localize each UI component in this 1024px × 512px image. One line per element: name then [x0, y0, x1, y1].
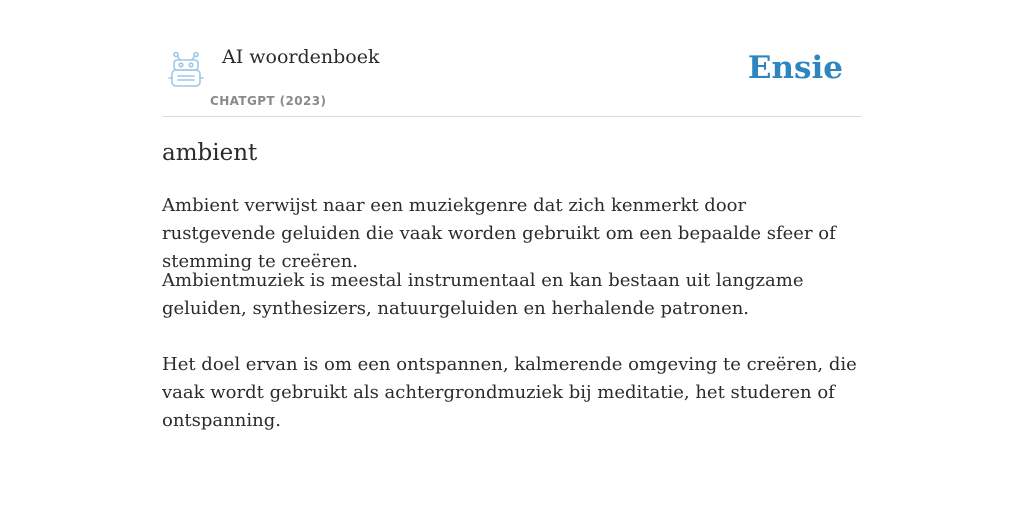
source-label: CHATGPT (2023) — [210, 94, 327, 108]
definition-paragraph-2: Ambientmuziek is meestal instrumentaal en kan bestaan uit langzame geluiden, synthesizers, natuurgeluiden en herhalende patronen. — [162, 270, 804, 319]
card-header — [162, 0, 862, 117]
ensie-logo[interactable]: Ensie — [747, 50, 843, 86]
headword: ambient — [162, 140, 258, 166]
dictionary-card — [162, 0, 862, 431]
definition-paragraph-1: Ambient verwijst naar een muziekgenre dat zich kenmerkt door rustgevende geluiden die vaak worden gebruikt om een bepaalde sfeer of stemming te creëren. — [162, 195, 836, 272]
robot-icon — [166, 50, 206, 90]
definition-paragraph-3: Het doel ervan is om een ontspannen, kalmerende omgeving te creëren, die vaak wordt gebruikt als achtergrondmuziek bij meditatie, het studeren of ontspanning. — [162, 354, 857, 431]
dictionary-title[interactable]: AI woordenboek — [222, 46, 380, 68]
